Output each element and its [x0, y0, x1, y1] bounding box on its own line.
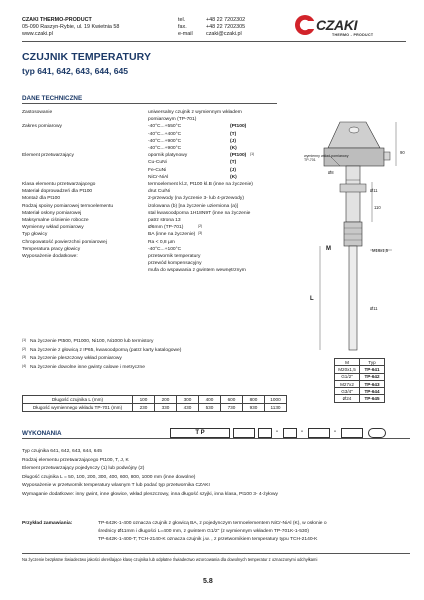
- tech-value: NiCr-NiAl: [148, 174, 169, 180]
- dim-d11-top: Ø11: [370, 188, 378, 193]
- tech-value: Ra < 0,8 µm: [148, 239, 175, 245]
- type-cell: TP-643: [360, 380, 385, 387]
- table-row: [335, 373, 385, 380]
- tech-label: Klasa elementu przetwarzającego: [22, 182, 96, 187]
- example-label: Przykład zamawiania:: [22, 521, 73, 526]
- tech-value: -40°C...+400°C: [148, 131, 182, 137]
- tech-value: Ø6mm (TP-701): [148, 225, 184, 231]
- dim-d11-bottom: Ø11: [370, 306, 378, 311]
- header-divider: [22, 41, 406, 42]
- tech-value: -40°C...+900°C: [148, 146, 182, 151]
- insert-label: wymienny wkład pomiarowy TP-701: [304, 154, 349, 163]
- tech-label: Montaż dla Pt100: [22, 196, 61, 202]
- tech-label: Element przetwarzający: [22, 153, 74, 159]
- tech-superscript: (2): [198, 224, 203, 229]
- code-box-count[interactable]: [283, 428, 297, 438]
- length-table: [22, 395, 287, 412]
- tech-label: Materiał osłony pomiarowej: [22, 210, 82, 216]
- table-row: [335, 380, 385, 387]
- table-header: M: [335, 359, 360, 366]
- tech-label: Rodzaj spoiny pomiarowej termoelementu: [22, 203, 114, 209]
- order-line: Długość czujnika L = 50, 100, 200, 300, 400, 600, 800, 1000 mm (inne dowolne): [22, 474, 196, 480]
- type-cell: TP-645: [360, 395, 385, 402]
- table-row: [23, 396, 287, 404]
- code-prefix-box: T P: [170, 428, 230, 438]
- insert-cell: 730: [221, 404, 243, 412]
- tech-value: termoelement kl.2, Pt100 kl.B (inne na życzenie): [148, 182, 253, 187]
- thread-type-table: [334, 358, 385, 403]
- insert-cell: 230: [133, 404, 155, 412]
- table-header: Typ: [360, 359, 385, 366]
- order-line: Element przetwarzający pojedynczy (1) lub podwójny (2): [22, 466, 145, 472]
- table-row: [335, 359, 385, 366]
- tech-value: przetwornik temperatury: [148, 254, 201, 259]
- tech-extra: (T): [230, 160, 237, 166]
- dim-90: 90: [400, 150, 405, 155]
- tech-label: Chropowatość powierzchni pomiarowej: [22, 239, 107, 245]
- dim-m: M: [326, 246, 331, 252]
- page-title: CZUJNIK TEMPERATURY: [22, 51, 152, 63]
- insert-cell: 430: [177, 404, 199, 412]
- tech-value: -40°C...+550°C: [148, 124, 182, 130]
- code-dash: -: [334, 429, 336, 435]
- tech-value: Fe-CuNi: [148, 167, 167, 173]
- example-line: TP-642K-1-400 oznacza czujnik z głowicą BA, z pojedynczym termoelementem NiCr-NiAl (K), w osłonie o: [98, 521, 327, 526]
- company-address: 05-090 Raszyn-Rybie, ul. 19 Kwietnia 58: [22, 24, 120, 30]
- length-cell: 300: [177, 396, 199, 404]
- code-dash: -: [276, 429, 278, 435]
- length-cell: 1000: [265, 396, 287, 404]
- tech-extra: (K): [230, 146, 237, 151]
- company-name: CZAKI THERMO-PRODUCT: [22, 17, 92, 23]
- code-box-type[interactable]: [233, 428, 255, 438]
- tech-extra: (J): [230, 167, 236, 173]
- tech-value: mufa do wspawania z gwintem wewnętrznym: [148, 268, 246, 274]
- logo-subtext: THERMO - PRODUCT: [332, 33, 374, 37]
- type-cell: TP-644: [360, 388, 385, 395]
- tech-extra: (Pt100): [230, 153, 247, 159]
- type-cell: TP-641: [360, 366, 385, 373]
- code-box-extra[interactable]: [368, 428, 386, 438]
- order-divider: [22, 438, 410, 439]
- tech-label: Typ głowicy: [22, 232, 48, 238]
- thread-cell: G3/4": [335, 388, 360, 395]
- tech-value: pomiarowym (TP-701): [148, 117, 197, 123]
- fax-label: fax.: [178, 24, 187, 30]
- footer-text: Na życzenie bezpłatne Świadectwo jakości określające klasę czujnika lub odpłatne Świadectwo wzorcowania dla dowolnych temperatur z oznaczonymi odchyłkami: [22, 557, 318, 562]
- tech-value: patrz strona 13: [148, 218, 181, 223]
- tech-label: Wyposażenie dodatkowe:: [22, 254, 78, 259]
- email-value[interactable]: czaki@czaki.pl: [206, 31, 242, 37]
- tech-extra: (Pt100): [230, 124, 247, 130]
- tech-label: Zakres pomiarowy: [22, 124, 62, 130]
- table-row: [335, 366, 385, 373]
- code-box-element[interactable]: [258, 428, 272, 438]
- page-subtitle: typ 641, 642, 643, 644, 645: [22, 66, 129, 76]
- tech-value: izolowana (b) [na życzenie uziemiona (a)]: [148, 203, 238, 209]
- insert-cell: 330: [155, 404, 177, 412]
- czaki-logo: [294, 14, 404, 40]
- tech-label: Wymienny wkład pomiarowy: [22, 225, 84, 231]
- order-line: Typ czujnika 641, 642, 643, 644, 645: [22, 449, 102, 454]
- tech-extra: (J): [230, 138, 236, 144]
- page-number: 5.8: [203, 578, 213, 585]
- footnote-text: Na życzenie dowolne inne gwinty calowe i metryczne: [30, 364, 145, 370]
- insert-cell: 530: [199, 404, 221, 412]
- dim-m16: M16x1,5: [372, 248, 389, 253]
- tech-value: uniwersalny czujnik z wymiennym wkładem: [148, 110, 242, 115]
- thread-cell: Ø24: [335, 395, 360, 402]
- dim-d8: Ø8: [328, 170, 334, 175]
- length-cell: 600: [221, 396, 243, 404]
- tech-heading: DANE TECHNICZNE: [22, 95, 83, 102]
- insert-cell: 930: [243, 404, 265, 412]
- sensor-drawing: [300, 100, 410, 355]
- insert-row-label: Długość wymiennego wkładu TP-701 (mm): [23, 404, 133, 412]
- table-row: [335, 395, 385, 402]
- footnote-marker: (3): [22, 355, 27, 360]
- tech-superscript: (1): [250, 152, 255, 157]
- dim-110: 110: [374, 205, 381, 210]
- company-www[interactable]: www.czaki.pl: [22, 31, 53, 37]
- order-line: Wymaganie dodatkowe: inny gwint, inne głowice, wkład pleszczowy, inna długość szyjki, inna klasa, Pt100 3- 4-żyłowy: [22, 492, 278, 497]
- insert-cell: 1130: [265, 404, 287, 412]
- length-row-label: Długość czujnika L (mm): [23, 396, 133, 404]
- code-dash: -: [301, 429, 303, 435]
- thread-cell: M20x1,5: [335, 366, 360, 373]
- tech-label: Temperatura pracy głowicy: [22, 246, 81, 252]
- example-line: TP-642K-1-400-T; TCH-2140-K oznacza czujnik j.w. , z przetwornikiem temperatury typu TCH-2140-K: [98, 537, 318, 543]
- length-cell: 800: [243, 396, 265, 404]
- tech-value: drut Cu/Ni: [148, 189, 171, 195]
- tech-value: stal kwasoodporna 1H18N9T (inne na życzenie: [148, 210, 251, 216]
- footnote-text: Na życzenie z głowicą z IP65, kwasoodporną (patrz karty katalogowe): [30, 347, 182, 353]
- order-line: Rodzaj elementu przetwarzającego Pt100, T, J, K: [22, 457, 129, 463]
- footer-divider: [22, 553, 410, 554]
- tech-value: -40°C...+900°C: [148, 138, 182, 144]
- tech-extra: (K): [230, 174, 237, 180]
- tel-label: tel.: [178, 17, 186, 23]
- order-heading: WYKONANIA: [22, 430, 62, 437]
- logo-text: CZAKI: [316, 17, 358, 33]
- tech-value: przewód kompensacyjny: [148, 261, 202, 267]
- tech-label: Maksymalne ciśnienie robocze: [22, 218, 89, 223]
- tech-label: Zastosowanie: [22, 110, 53, 115]
- thread-cell: M27x2: [335, 380, 360, 387]
- footnote-marker: (2): [22, 346, 27, 351]
- type-cell: TP-642: [360, 373, 385, 380]
- length-cell: 200: [155, 396, 177, 404]
- thread-cell: G1/2": [335, 373, 360, 380]
- length-cell: 100: [133, 396, 155, 404]
- fax-value: +48 22 7202305: [206, 24, 246, 30]
- tech-value: -40°C...+100°C: [148, 246, 182, 252]
- table-row: [335, 388, 385, 395]
- code-box-transmitter[interactable]: [341, 428, 363, 438]
- footnote-text: Na życzenie pleszczowy wkład pomiarowy: [30, 356, 122, 362]
- code-box-length[interactable]: [308, 428, 330, 438]
- tech-divider: [22, 103, 277, 104]
- tech-label: Materiał doprowadzeń dla Pt100: [22, 189, 93, 195]
- tech-value: opornik platynowy: [148, 153, 188, 159]
- example-line: średnicy Ø11mm i długości L=400 mm, z gwintem G1/2" (z wymiennym wkładem TP-701K-1-530): [98, 529, 309, 535]
- order-line: Wyposażenie w przetwornik temperatury wlasnym T lub podać typ przetwornika CZAKI: [22, 483, 210, 489]
- tech-value: Cu-CuNi: [148, 160, 167, 166]
- tech-value: BA (inne na życzenie): [148, 232, 196, 238]
- email-label: e-mail: [178, 31, 193, 37]
- tech-superscript: (3): [198, 231, 203, 236]
- footnote-text: Na życzenie Pt500, Pt1000, Ni100, Ni1000 lub termistory: [30, 339, 154, 344]
- table-row: [23, 404, 287, 412]
- dim-l: L: [310, 296, 314, 302]
- tech-value: 2-przewody (na życzenie 3- lub 4-przewody): [148, 196, 244, 202]
- length-cell: 400: [199, 396, 221, 404]
- tech-extra: (T): [230, 131, 237, 137]
- footnote-marker: (4): [22, 363, 27, 368]
- footnote-marker: (1): [22, 338, 27, 342]
- tel-value: +48 22 7202302: [206, 17, 246, 23]
